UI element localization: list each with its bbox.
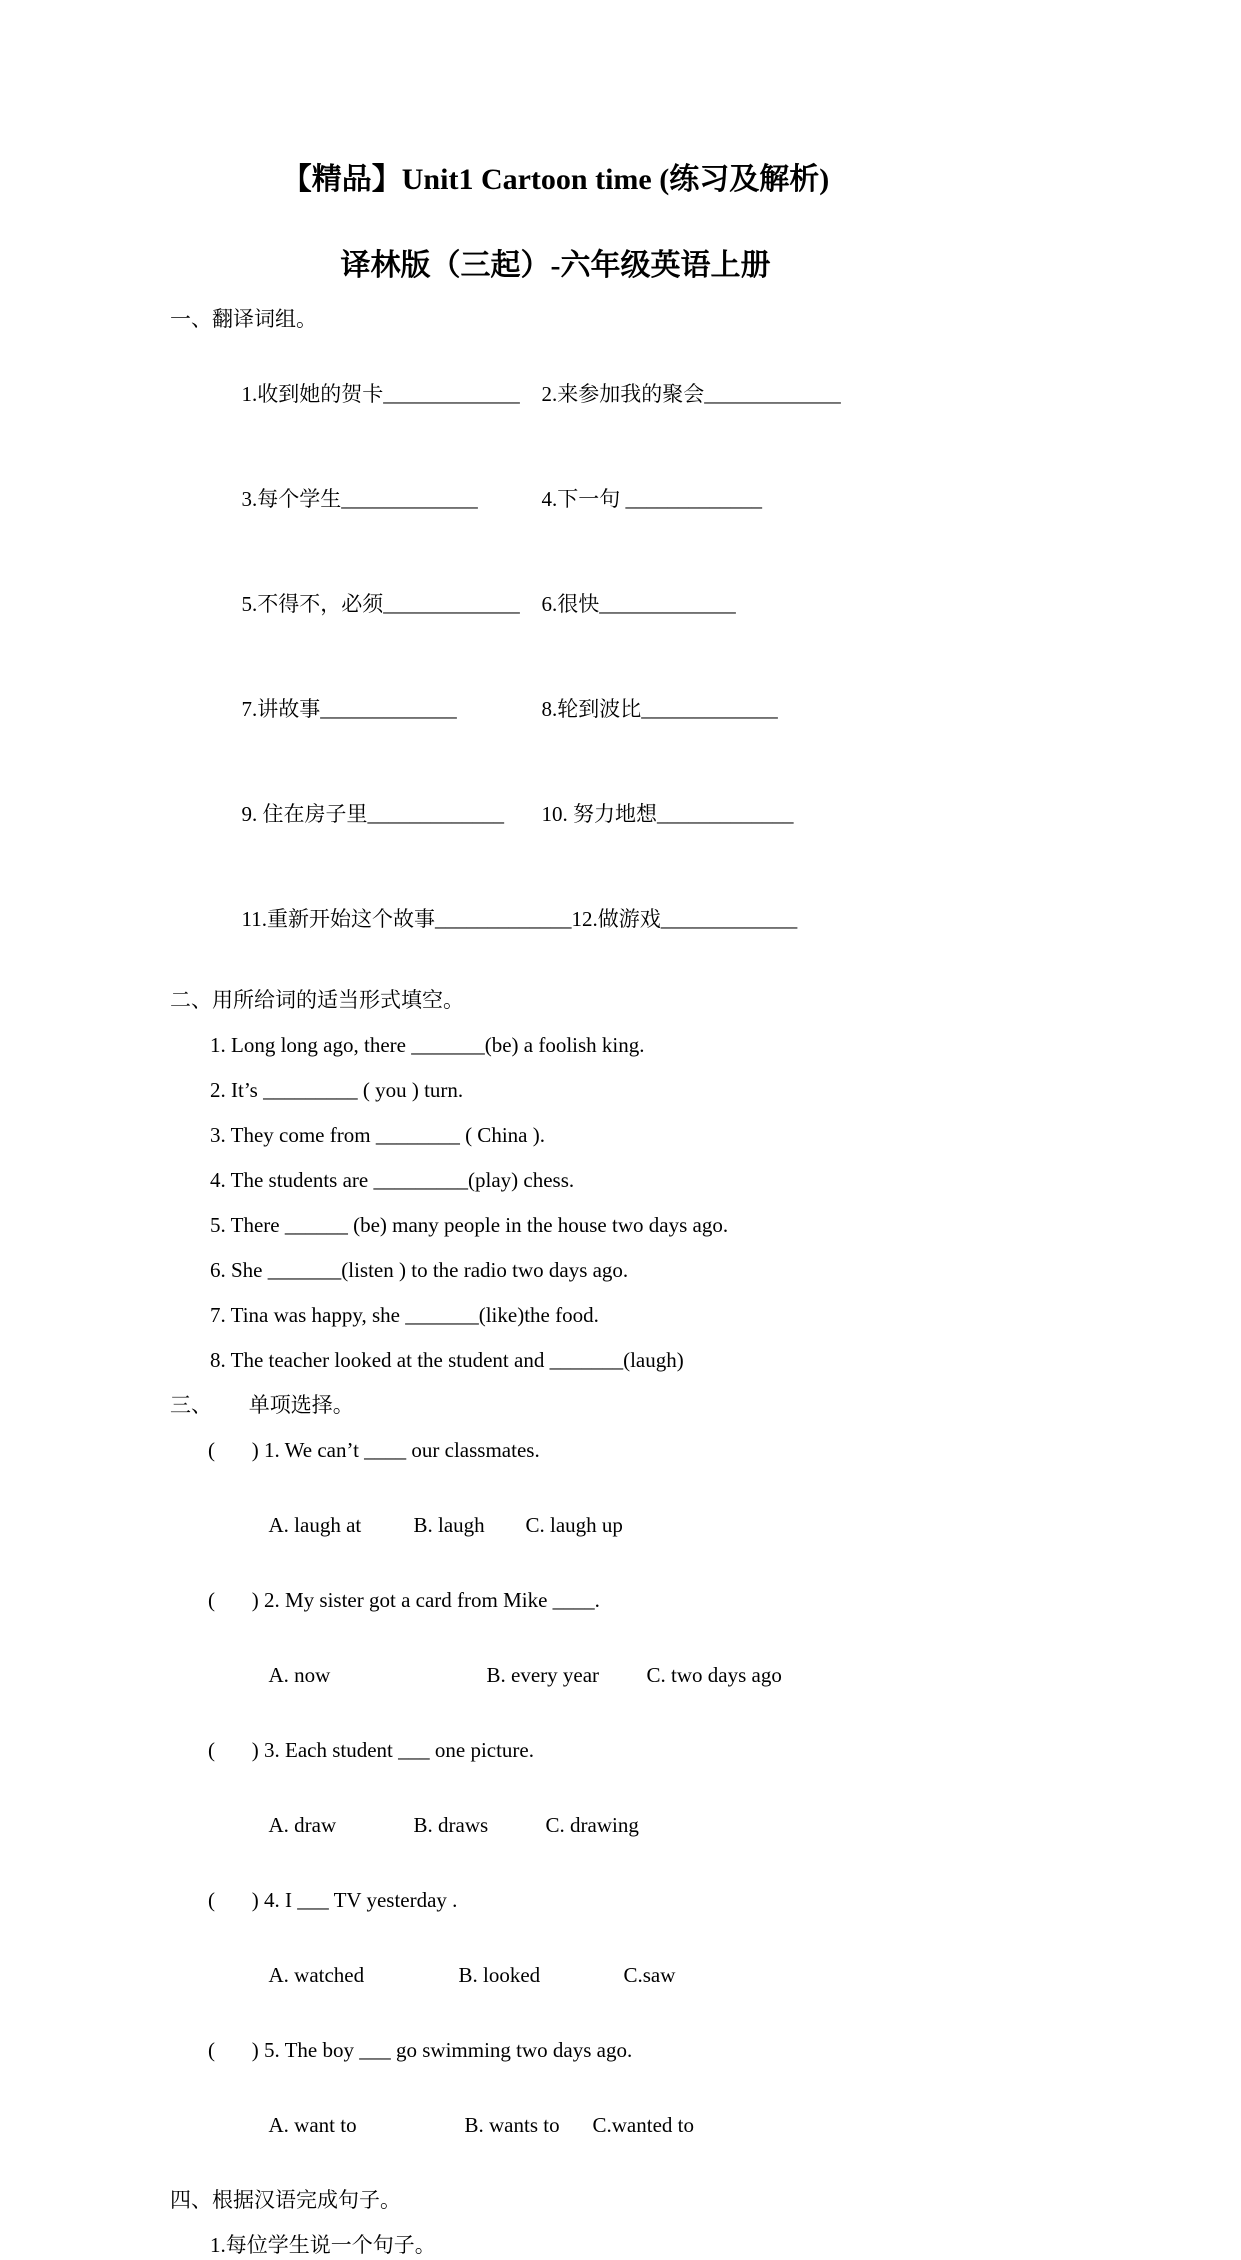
complete-sentence-item-1: 1.每位学生说一个句子。: [210, 2233, 436, 2257]
mc-option-a: A. want to: [268, 2113, 357, 2137]
section-translation-heading: 一、翻译词组。: [170, 307, 317, 331]
fill-blank-item-3: 3. They come from ________ ( China ).: [210, 1123, 545, 1147]
translation-item-10: 10. 努力地想_____________: [541, 802, 794, 826]
section-complete-sentences-heading: 四、根据汉语完成句子。: [170, 2188, 401, 2212]
fill-blank-item-1: 1. Long long ago, there _______(be) a foolish king.: [210, 1033, 645, 1057]
mc-question-3-options: [170, 1780, 941, 1870]
mc-option-a: A. draw: [268, 1813, 337, 1837]
translation-item-1: 1.收到她的贺卡_____________: [241, 382, 520, 406]
mc-option-c: C.wanted to: [592, 2113, 694, 2137]
fill-blank-item-8: 8. The teacher looked at the student and _______(laugh): [210, 1348, 684, 1372]
mc-option-b: B. looked: [458, 1963, 541, 1987]
section-translation: [170, 304, 941, 964]
fill-blank-item-4: 4. The students are _________(play) chess.: [210, 1168, 575, 1192]
section-fill-blanks-heading: 二、用所给词的适当形式填空。: [170, 988, 464, 1012]
translation-item-12: 12.做游戏_____________: [571, 907, 798, 931]
translation-row: [170, 769, 941, 859]
section-multiple-choice-heading: 三、 单项选择。: [170, 1393, 354, 1417]
translation-item-2: 2.来参加我的聚会_____________: [541, 382, 841, 406]
mc-question-1-options: [170, 1480, 941, 1570]
translation-row: [170, 349, 941, 439]
section-complete-sentences: [170, 2185, 941, 2260]
mc-question-4-stem: ( ) 4. I ___ TV yesterday .: [208, 1888, 458, 1912]
translation-row: [170, 454, 941, 544]
mc-option-c: C.saw: [623, 1963, 676, 1987]
translation-item-7: 7.讲故事_____________: [241, 697, 457, 721]
mc-option-a: A. watched: [268, 1963, 365, 1987]
mc-option-b: B. every year: [486, 1663, 600, 1687]
fill-blank-item-7: 7. Tina was happy, she _______(like)the food.: [210, 1303, 599, 1327]
translation-item-11: 11.重新开始这个故事_____________: [241, 907, 572, 931]
translation-row: [170, 874, 941, 964]
mc-option-c: C. two days ago: [646, 1663, 782, 1687]
page-title: 【精品】Unit1 Cartoon time (练习及解析): [281, 163, 830, 196]
mc-question-5-options: [170, 2080, 941, 2170]
translation-item-8: 8.轮到波比_____________: [541, 697, 778, 721]
section-multiple-choice: [170, 1390, 941, 2170]
mc-option-c: C. drawing: [545, 1813, 639, 1837]
mc-question-2-stem: ( ) 2. My sister got a card from Mike ____.: [208, 1588, 600, 1612]
fill-blank-item-6: 6. She _______(listen ) to the radio two days ago.: [210, 1258, 629, 1282]
mc-question-2-options: [170, 1630, 941, 1720]
fill-blank-item-5: 5. There ______ (be) many people in the house two days ago.: [210, 1213, 729, 1237]
mc-option-b: B. wants to: [464, 2113, 560, 2137]
mc-option-c: C. laugh up: [525, 1513, 623, 1537]
translation-item-3: 3.每个学生_____________: [241, 487, 478, 511]
mc-option-b: B. draws: [413, 1813, 489, 1837]
mc-question-4-options: [170, 1930, 941, 2020]
mc-question-5-stem: ( ) 5. The boy ___ go swimming two days ago.: [208, 2038, 633, 2062]
mc-option-a: A. laugh at: [268, 1513, 362, 1537]
translation-item-4: 4.下一句 _____________: [541, 487, 762, 511]
mc-question-1-stem: ( ) 1. We can’t ____ our classmates.: [208, 1438, 540, 1462]
translation-item-9: 9. 住在房子里_____________: [241, 802, 504, 826]
translation-row: [170, 559, 941, 649]
mc-option-a: A. now: [268, 1663, 331, 1687]
translation-item-5: 5.不得不，必须_____________: [241, 592, 520, 616]
mc-question-3-stem: ( ) 3. Each student ___ one picture.: [208, 1738, 534, 1762]
section-fill-blanks: [170, 985, 941, 1375]
page-subtitle: 译林版（三起）-六年级英语上册: [340, 249, 771, 282]
fill-blank-item-2: 2. It’s _________ ( you ) turn.: [210, 1078, 464, 1102]
translation-item-6: 6.很快_____________: [541, 592, 736, 616]
translation-row: [170, 664, 941, 754]
mc-option-b: B. laugh: [413, 1513, 485, 1537]
